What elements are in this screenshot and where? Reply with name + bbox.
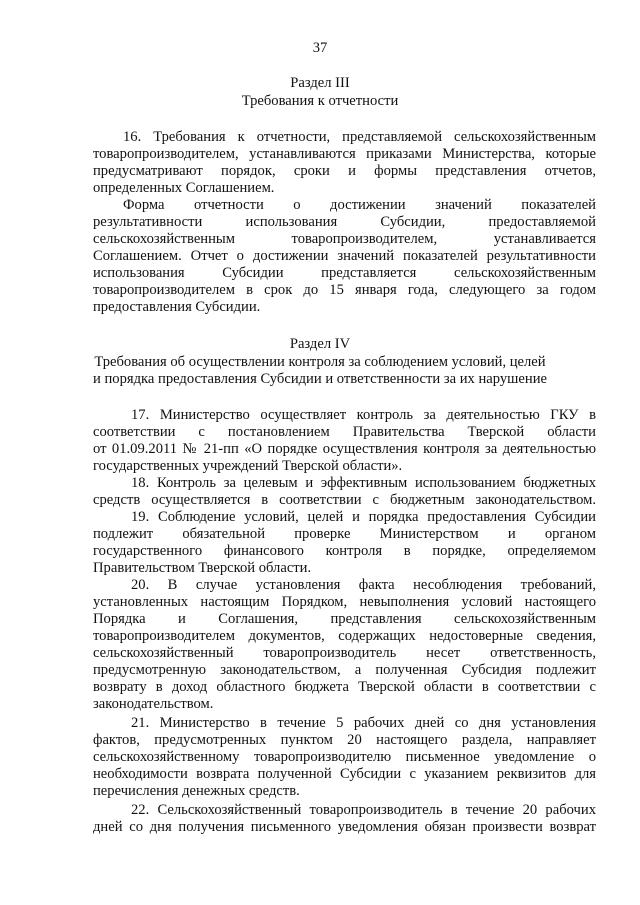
- paragraph-line: перечисления денежных средств.: [93, 783, 300, 799]
- paragraph-line: фактов, предусмотренных пунктом 20 настоящего раздела, направляет: [93, 732, 596, 748]
- paragraph-line: предусматривают порядок, сроки и формы представления отчетов,: [93, 163, 596, 179]
- paragraph-line: дней со дня получения письменного уведомления обязан произвести возврат: [93, 819, 596, 835]
- paragraph-line: 19. Соблюдение условий, целей и порядка предоставления Субсидии: [131, 509, 596, 525]
- paragraph-line: предоставления Субсидии.: [93, 299, 261, 315]
- paragraph-line: подлежит обязательной проверке Министерством и органом: [93, 526, 596, 542]
- paragraph-line: необходимости возврата полученной Субсидии с указанием реквизитов для: [93, 766, 596, 782]
- paragraph-line: товаропроизводителем в срок до 15 января года, следующего за годом: [93, 282, 596, 298]
- paragraph-line: результативности использования Субсидии, предоставляемой: [93, 214, 596, 230]
- paragraph-line: товаропроизводителем, устанавливаются приказами Министерства, которые: [93, 146, 596, 162]
- section-4-title-line-1: Требования об осуществлении контроля за соблюдением условий, целей: [94, 354, 546, 370]
- paragraph-line: соответствии с постановлением Правительства Тверской области: [93, 424, 596, 440]
- paragraph-line: 22. Сельскохозяйственный товаропроизводитель в течение 20 рабочих: [131, 802, 596, 818]
- page-number: 37: [312, 40, 328, 56]
- paragraph-line: Форма отчетности о достижении значений показателей: [123, 197, 596, 213]
- paragraph-line: 20. В случае установления факта несоблюдения требований,: [131, 577, 596, 593]
- paragraph-line: государственного финансового контроля в порядке, определяемом: [93, 543, 596, 559]
- paragraph-line: от 01.09.2011 № 21-пп «О порядке осуществления контроля за деятельностью: [93, 441, 596, 457]
- section-4-title-line-2: и порядка предоставления Субсидии и ответственности за их нарушение: [93, 371, 547, 387]
- paragraph-line: предусмотренную законодательством, а полученная Субсидия подлежит: [93, 662, 596, 678]
- paragraph-line: сельскохозяйственным товаропроизводителем, устанавливается: [93, 231, 596, 247]
- paragraph-line: законодательством.: [93, 696, 214, 712]
- section-4-heading: Раздел IV: [289, 336, 351, 352]
- paragraph-line: использования Субсидии представляется сельскохозяйственным: [93, 265, 596, 281]
- paragraph-line: 17. Министерство осуществляет контроль за деятельностью ГКУ в: [131, 407, 596, 423]
- section-3-heading: Раздел III: [290, 75, 350, 91]
- paragraph-line: 16. Требования к отчетности, представляемой сельскохозяйственным: [123, 129, 596, 145]
- paragraph-line: Соглашением. Отчет о достижении значений показателей результативности: [93, 248, 596, 264]
- paragraph-line: установленных настоящим Порядком, невыполнения условий настоящего: [93, 594, 596, 610]
- paragraph-line: товаропроизводителем документов, содержащих недостоверные сведения,: [93, 628, 596, 644]
- paragraph-line: сельскохозяйственный товаропроизводитель несет ответственность,: [93, 645, 596, 661]
- paragraph-line: возврату в доход областного бюджета Тверской области в соответствии с: [93, 679, 596, 695]
- paragraph-line: Порядка и Соглашения, представления сельскохозяйственным: [93, 611, 596, 627]
- section-3-title: Требования к отчетности: [241, 93, 399, 109]
- paragraph-line: 18. Контроль за целевым и эффективным использованием бюджетных: [131, 475, 596, 491]
- paragraph-line: определенных Соглашением.: [93, 180, 275, 196]
- paragraph-line: Правительством Тверской области.: [93, 560, 312, 576]
- paragraph-line: государственных учреждений Тверской области».: [93, 458, 403, 474]
- paragraph-line: средств осуществляется в соответствии с бюджетным законодательством.: [93, 492, 596, 508]
- paragraph-line: сельскохозяйственному товаропроизводителю письменное уведомление о: [93, 749, 596, 765]
- paragraph-line: 21. Министерство в течение 5 рабочих дней со дня установления: [131, 715, 596, 731]
